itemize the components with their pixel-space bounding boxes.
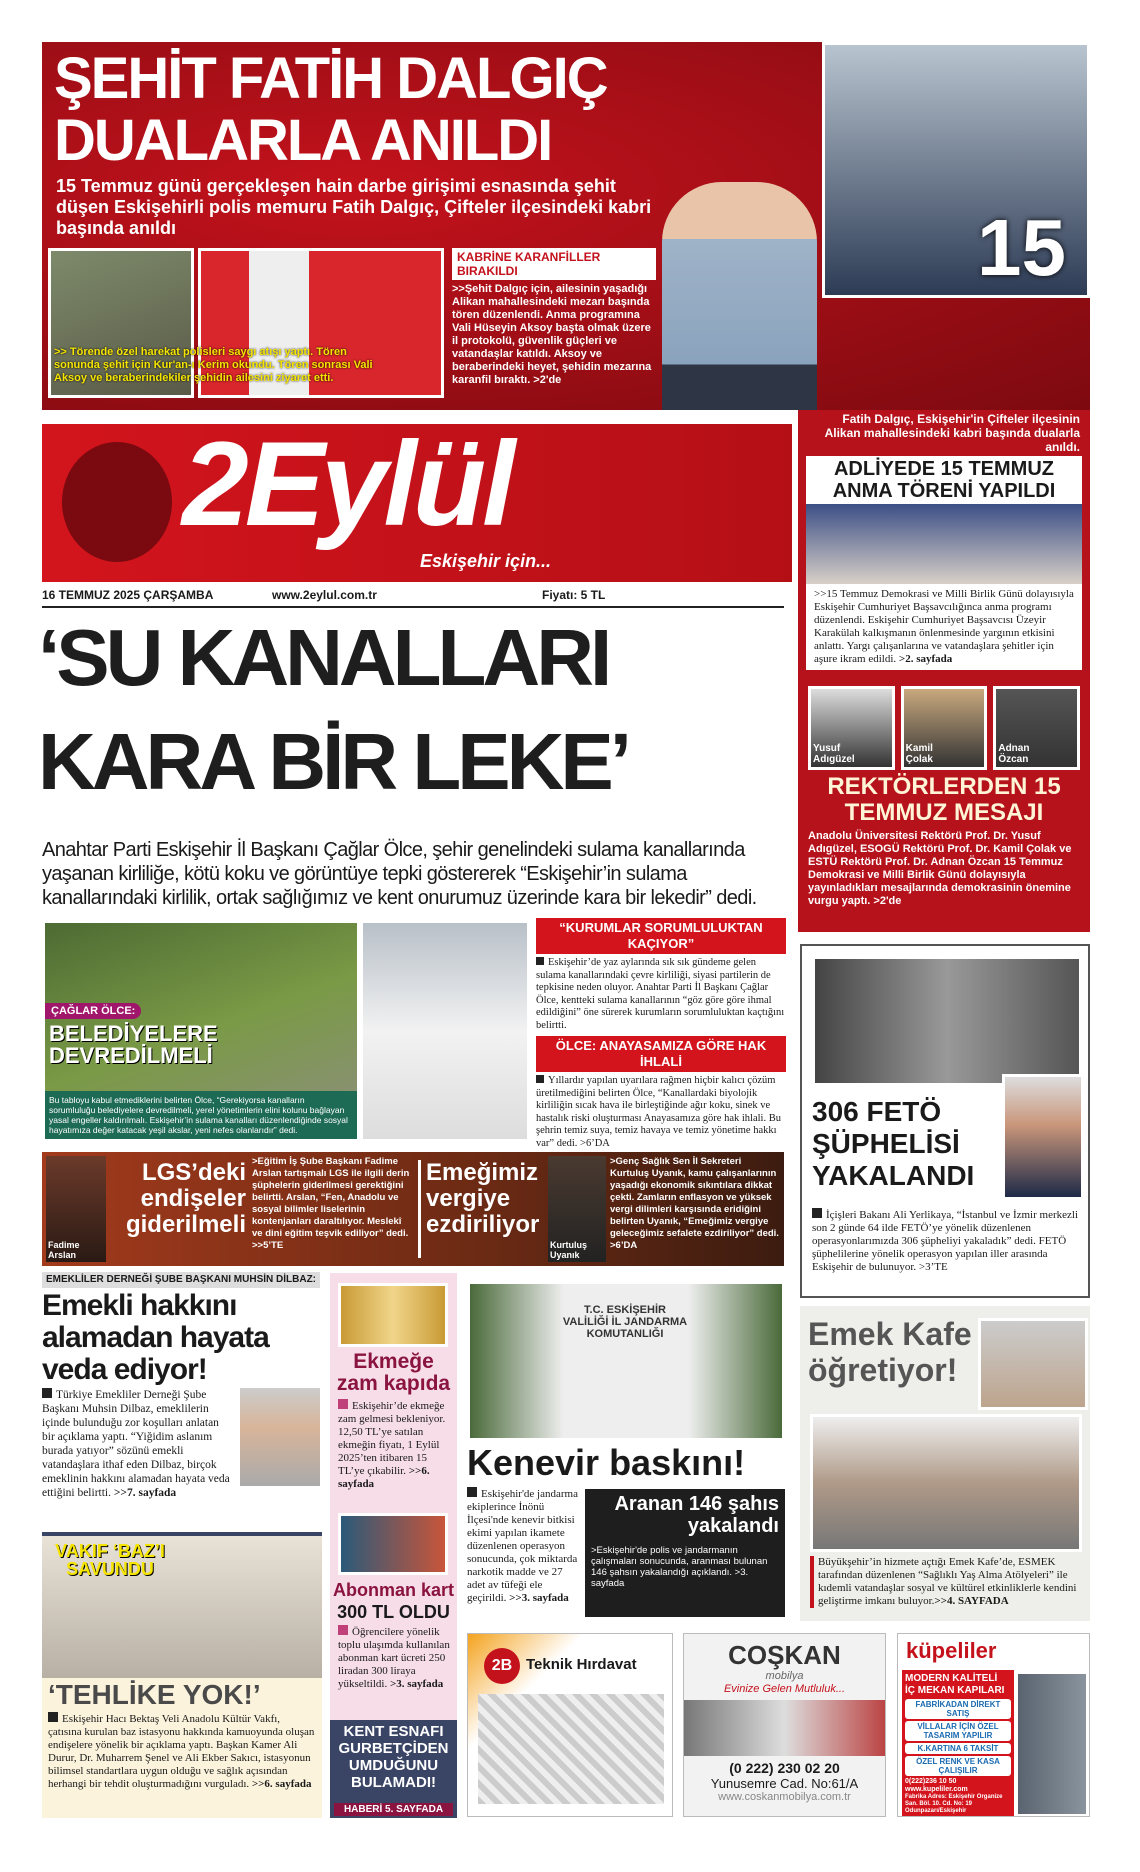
adliye-text: >>15 Temmuz Demokrasi ve Milli Birlik Günü dolayısıyla Eskişehir Cumhuriyet Başsavcılığınca anma programı düzenlendi. Eskişehir Cumhuriyet Başsavcısı Üzeyir Karakülah kalkışmanın önlenmesinde yargının etkisini anlattı. Yargı çalışanlarına ve vatandaşlara şehitler için aşure ikram edildi. (814, 588, 1074, 665)
yerlikaya-photo (1002, 1074, 1084, 1200)
aranan-box (585, 1489, 785, 1617)
slogan: Eskişehir için... (420, 551, 552, 571)
vakif-text: Eskişehir Hacı Bektaş Veli Anadolu Kültür Vakfı, çatısına kurulan baz istasyonu hakkında kamuoyunda oluşan endişelere yönelik bir açıklama yaptı. Başkan Kamer Ali Durur, Dr. Muharrem Şenel ve Ali Ekber Sakıcı, istasyonun bilimsel standartlara uygun olduğu ve sağlık açısından herhangi bir tehdit oluşturmadığını vurguladı. (48, 1713, 315, 1790)
vakif-story: VAKIF ‘BAZ’I SAVUNDU ‘TEHLİKE YOK!’ Eskişehir Hacı Bektaş Veli Anadolu Kültür Vakfı, çatısına kurulan baz istasyonu hakkında kamuoyunda oluşan endişelere yönelik bir açıklama yaptı. Başkan Kamer Ali Durur, Dr. Muharrem Şenel ve Ali Ekber Sakıcı, istasyonun bilimsel standartlara uygun olduğu ve sağlık açısından herhangi bir tehdit oluşturmadığını vurguladı. >>6. sayfada (42, 1532, 322, 1818)
canal-photo (42, 920, 360, 1142)
kenevir-photo (467, 1281, 785, 1441)
ad-kupeliler[interactable]: küpeliler MODERN KALİTELİ İÇ MEKAN KAPILARI FABRİKADAN DİREKT SATIŞ VİLLALAR İÇİN ÖZEL TASARIM YAPILIR K.KARTINA 6 TAKSİT ÖZEL RENK VE KASA ÇALIŞILIR 0(222)236 10 50 www.kupeliler.com Fabrika Adres: Eskişehir Organize San. Böl. 10. Cd. No: 19 Odunpazarı/Eskişehir (897, 1633, 1090, 1817)
furniture-image (684, 1700, 885, 1756)
photo-tag: ÇAĞLAR ÖLCE: (45, 1003, 141, 1019)
kafe-photo-small (978, 1318, 1088, 1410)
pink-column: Ekmeğe zam kapıda Eskişehir’de ekmeğe zam gelmesi bekleniyor. 12,50 TL’ye satılan ekmeğin fiyatı, 1 Eylül 2025’ten itibaren 15 TL’ye çıkabilir. >>6. sayfada Abonman kart 300 TL OLDU Öğrencilere yönelik toplu ulaşımda kullanılan abonman kart ücreti 250 liradan 300 liraya yükseltildi. >3. sayfada KENT ESNAFI GURBETÇİDEN UMDUĞUNU BULAMADI! HABERİ 5. SAYFADA (330, 1273, 457, 1818)
ad-teknik-hirdavat[interactable]: 2B Teknik Hırdavat (467, 1633, 673, 1817)
adliye-photo (806, 504, 1082, 584)
main-story-columns (536, 918, 786, 1150)
dateline (42, 588, 784, 608)
rector-name: Adnan Özcan (998, 743, 1030, 765)
esnaf-box (330, 1720, 457, 1818)
kenevir-headline: Kenevir baskını! (467, 1442, 746, 1483)
emekli-text: Türkiye Emekliler Derneği Şube Başkanı Muhsin Dilbaz, emeklilerin içinde bulunduğu zor koşulları anlatan bir açıklama yaptı. “Yiğidim aslanım burada yatıyor” sözünü emekli vatandaşlara ithaf eden Dilbaz, birçok emeklinin hakkını alamadan hayata veda ettiğini belirtti. (42, 1389, 230, 1499)
aranan-text: >Eskişehir'de polis ve jandarmanın çalışmaları sonucunda, aranması bulunan 146 şahsın yakalandığı açıklandı. >3. sayfada (591, 1545, 768, 1589)
lgs-headline: LGS’deki endişeler giderilmeli (125, 1159, 246, 1238)
dilbaz-photo (240, 1388, 320, 1486)
rektor-text: Anadolu Üniversitesi Rektörü Prof. Dr. Yusuf Adıgüzel, ESOGÜ Rektörü Prof. Dr. Kamil Çolak ve ESTÜ Rektörü Prof. Dr. Adnan Özcan 15 Temmuz Demokrasi ve Milli Birlik Günü dolayısıyla yayınladıkları mesajlarında demokrasinin önemine vurgu yaptı. >2'de (808, 830, 1072, 907)
text-1: Eskişehir’de yaz aylarında sık sık gündeme gelen sulama kanallarındaki çevre kirliliği, siyasi partilerin de tepkisine neden oluyor. Anahtar Parti İl Başkanı Çağlar Ölce, kentteki sulama kanallarının “göz göre göre ihmal edildiğini” öne sürerek kurumların sorumluluktan kaçtığını belirtti. (536, 957, 785, 1031)
esnaf-headline: KENT ESNAFI GURBETÇİDEN UMDUĞUNU BULAMADI! (338, 1723, 449, 1791)
adliye-more: >2. sayfada (898, 653, 953, 665)
tram-photo (338, 1513, 448, 1575)
photo-caption: >> Törende özel harekat polisleri saygı atışı yaptı. Tören sonunda şehit için Kur'an-ı Kerim okundu. Tören sonrası Vali Aksoy ve beraberindekiler şehidin ailesini ziyaret etti. (54, 346, 373, 384)
vergi-headline: Emeğimiz vergiye ezdiriliyor (426, 1159, 540, 1238)
feto-headline: 306 FETÖ ŞÜPHELİSİ YAKALANDI (812, 1096, 975, 1191)
olce-photo (360, 920, 530, 1142)
adliye-story (806, 456, 1082, 670)
emek-headline: Emek Kafe öğretiyor! (808, 1316, 972, 1388)
emek-text: Büyükşehir’in hizmete açtığı Emek Kafe’de, ESMEK tarafından düzenlenen “Sağlıklı Yaş Alma Atölyeleri” ile kıdemli vatandaşlar sosyal ve kültürel etkinliklerle kendini geliştirme imkanı buluyor. (818, 1556, 1077, 1607)
ataturk-silhouette-icon (62, 442, 172, 562)
vergi-text: >Genç Sağlık Sen İl Sekreteri Kurtuluş Uyanık, kamu çalışanlarının yaşadığı ekonomik sıkıntılara dikkat çekti. Zamların enflasyon ve yüksek vergi dilimleri karşısında eridiğini belirten Uyanık, “Emeğimiz vergiye geleceğimiz sefalete ezdiriliyor” dedi. >6’DA (610, 1156, 779, 1251)
abonman-text: Öğrencilere yönelik toplu ulaşımda kullanılan abonman kart ücreti 250 liradan 300 liraya yükseltildi. (338, 1626, 450, 1690)
vakif-headline: ‘TEHLİKE YOK!’ (48, 1679, 261, 1710)
aranan-headline: Aranan 146 şahıs yakalandı (614, 1493, 779, 1537)
uyanik-photo: Kurtuluş Uyanık (548, 1156, 606, 1262)
kafe-photo (810, 1414, 1082, 1552)
photo-headline: BELEDİYELERE DEVREDİLMELİ (49, 1021, 218, 1068)
emek-kafe-story: Emek Kafe öğretiyor! Büyükşehir’in hizmete açtığı Emek Kafe’de, ESMEK tarafından düzenlenen “Sağlıklı Yaş Alma Atölyeleri” ile kıdemli vatandaşlar sosyal ve kültürel etkinliklerle kendini geliştirme imkanı buluyor.>>4. SAYFADA (800, 1306, 1090, 1621)
emekli-story (42, 1272, 320, 1500)
tools-image (478, 1694, 664, 1804)
side-text: >>Şehit Dalgıç için, ailesinin yaşadığı Alikan mahallesindeki mezarı başında tören düzenlendi. Anma programına Vali Hüseyin Aksoy başta olmak üzere il protokolü, güvenlik güçleri ve vatandaşlar katıldı. Aksoy ve beraberindeki heyet, şehidin mezarına karanfil bıraktı. >2'de (452, 283, 652, 386)
jandarma-sign: T.C. ESKİŞEHİR VALİLİĞİ İL JANDARMA KOMUTANLIĞI (562, 1304, 688, 1340)
subhead-1: “KURUMLAR SORUMLULUKTAN KAÇIYOR” (536, 918, 786, 954)
officer-caption: Fatih Dalgıç, Eskişehir'in Çifteler ilçesinin Alikan mahallesindeki kabri başında dualarla anıldı. (824, 412, 1080, 454)
side-tag: KABRİNE KARANFİLLER BIRAKILDI (452, 248, 656, 280)
rector-name: Kamil Çolak (905, 743, 933, 765)
kenevir-story: T.C. ESKİŞEHİR VALİLİĞİ İL JANDARMA KOMUTANLIĞI Kenevir baskını! Eskişehir'de jandarma ekiplerince İnönü İlçesi'nde kenevir bitkisi ekimi yapılan ikamete düzenlenen operasyon sonucunda, çok miktarda narkotik madde ve 27 adet av tüfeği ele geçirildi. >>3. sayfada Aranan 146 şahıs yakalandı >Eskişehir'de polis ve jandarmanın çalışmaları sonucunda, aranması bulunan 146 şahsın yakalandığı açıklandı. >3. sayfada (467, 1273, 785, 1629)
subhead-2: ÖLCE: ANAYASAMIZA GÖRE HAK İHLALİ (536, 1036, 786, 1072)
arrest-photo (812, 956, 1082, 1086)
emekli-more: >>7. sayfada (113, 1487, 177, 1499)
kenevir-text: Eskişehir'de jandarma ekiplerince İnönü İlçesi'nde kenevir bitkisi ekimi yapılan ikamete düzenlenen operasyon sonucunda, çok miktarda narkotik madde ve 27 adet av tüfeği ele geçirildi. (467, 1488, 578, 1604)
logo: 2Eylül (182, 417, 512, 551)
right-column (798, 410, 1090, 932)
hirdavat-logo-icon: 2B (484, 1648, 520, 1684)
ekmek-headline: Ekmeğe zam kapıda (336, 1350, 451, 1395)
masthead (42, 417, 792, 582)
ad-coskan-mobilya[interactable]: COŞKAN mobilya Evinize Gelen Mutluluk... (0 222) 230 02 20 Yunusemre Cad. No:61/A www.coskanmobilya.com.tr (683, 1633, 886, 1817)
police-officer-photo (662, 182, 817, 410)
top-headline: ŞEHİT FATİH DALGIÇ DUALARLA ANILDI (54, 46, 607, 173)
rektor-headline: REKTÖRLERDEN 15 TEMMUZ MESAJI (827, 773, 1061, 826)
feto-text: İçişleri Bakanı Ali Yerlikaya, “İstanbul ve İzmir merkezli son 2 günde 64 ilde FETÖ’ye yönelik düzenlenen operasyonlarımızda 306 şüpheliyi yakaladık” dedi. FETÖ şüphelilerine yönelik operasyon yapılan iller arasında Eskişehir de bulunuyor. >3’TE (812, 1209, 1079, 1273)
issue-date: 16 TEMMUZ 2025 ÇARŞAMBA (42, 588, 214, 602)
website-link[interactable]: www.2eylul.com.tr (272, 588, 377, 602)
bread-photo (338, 1283, 448, 1347)
price: Fiyatı: 5 TL (542, 588, 606, 602)
esnaf-more: HABERİ 5. SAYFADA (334, 1803, 453, 1816)
main-headline: ‘SU KANALLARI KARA BİR LEKE’ (38, 613, 628, 806)
vakif-tag: VAKIF ‘BAZ’I SAVUNDU (55, 1541, 165, 1579)
main-lead: Anahtar Parti Eskişehir İl Başkanı Çağlar Ölce, şehir genelindeki sulama kanallarında yaşanan kirliliğe, kötü koku ve görüntüye tepki göstererek “Eskişehir’in sulama kanallarındaki kirlilik, ortak sağlığımız ve kent onurumuz üzerinde kara bir lekedir” dedi. (42, 839, 757, 909)
abonman-headline: Abonman kart 300 TL OLDU (332, 1580, 455, 1622)
15-temmuz-badge: 15 (977, 203, 1066, 292)
emekli-headline: Emekli hakkını alamadan hayata veda ediyor! (42, 1289, 269, 1386)
lgs-text: >Eğitim İş Şube Başkanı Fadime Arslan tartışmalı LGS ile ilgili derin şüphelerin giderilmesi gerektiğini belirtti. Arslan, “Fen, Anadolu ve sosyal bilimler liselerinin kontenjanları daraltılıyor. Meslekî ve dini eğitim teşvik ediliyor” dedi. >>5’TE (252, 1156, 410, 1251)
text-2: Yıllardır yapılan uyarılara rağmen hiçbir kalıcı çözüm üretilmediğini belirten Ölce, “Kanallardaki biyolojik kirliliğin sıcak hava ile birleştiğinde ağır koku, sinek ve hastalık riski oluşturması Anayasamıza göre hak ihlali. Bu şehrin temiz suya, temiz havaya ve temiz yönetime hakkı var” dedi. >6’DA (536, 1075, 781, 1149)
feto-story (800, 944, 1090, 1298)
adliye-headline: ADLİYEDE 15 TEMMUZ ANMA TÖRENİ YAPILDI (832, 458, 1056, 502)
top-story-banner (42, 42, 1090, 410)
rector-name: Yusuf Adıgüzel (813, 743, 855, 765)
arslan-photo: Fadime Arslan (46, 1156, 106, 1262)
lgs-band (42, 1152, 784, 1266)
top-subhead: 15 Temmuz günü gerçekleşen hain darbe girişimi esnasında şehit düşen Eskişehirli polis memuru Fatih Dalgıç, Çifteler ilçesindeki kabri başında anıldı (56, 176, 652, 238)
door-image (1018, 1674, 1086, 1814)
rector-photos (808, 686, 1080, 770)
emekli-kicker: EMEKLİLER DERNEĞİ ŞUBE BAŞKANI MUHSİN DİLBAZ: (42, 1272, 320, 1288)
ekmek-text: Eskişehir’de ekmeğe zam gelmesi bekleniyor. 12,50 TL’ye satılan ekmeğin fiyatı, 1 Eylül 2025’ten itibaren 15 TL’ye çıkabilir. (338, 1400, 446, 1477)
photo-text: Bu tabloyu kabul etmediklerini belirten Ölce, “Gerekiyorsa kanalların sorumluluğu belediyelere devredilmeli, yerel yönetimlerin elini kolunu bağlayan yasal engeller kaldırılmalı. Eskişehir’in sulama kanalları düzenlendiğinde sosyal hayatımıza değer katacak yeşil akslar, yeni nefes olanlarıdır” dedi. (45, 1091, 357, 1139)
